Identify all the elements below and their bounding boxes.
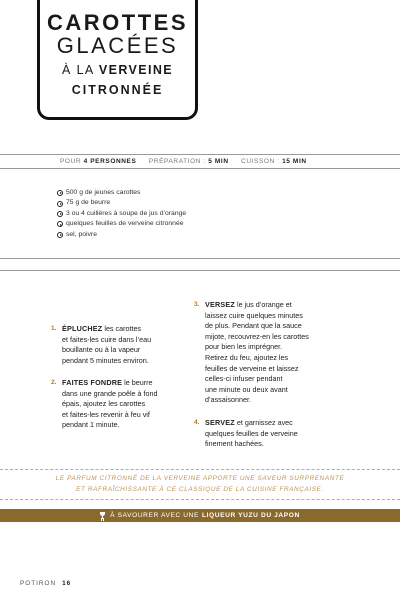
step-1	[51, 324, 152, 366]
step-line	[62, 378, 158, 389]
quote-line-2: ET RAFRAÎCHISSANTE À CE CLASSIQUE DE LA CUISINE FRANÇAISE.	[76, 486, 324, 493]
step-line: Retirez du feu, ajoutez les	[205, 352, 289, 362]
arrow-bullet-icon	[57, 221, 63, 227]
divider-quote-top	[0, 469, 400, 470]
step-line: finement hachées.	[205, 439, 264, 449]
step-text: les carottes	[102, 324, 142, 333]
step-number: 4.	[194, 419, 200, 426]
step-line: feuilles de verveine et laissez	[205, 363, 299, 373]
step-line: pour bien les imprégner.	[205, 342, 283, 352]
step-number: 2.	[51, 379, 57, 386]
page-number: 16	[62, 580, 72, 587]
cook-time	[241, 158, 307, 165]
step-line	[62, 324, 151, 335]
servings-value: 4 PERSONNES	[83, 158, 137, 165]
divider-ingredients-1	[0, 258, 400, 259]
step-text: le jus d’orange et	[234, 300, 292, 309]
title-line-3-prefix: À LA	[61, 63, 94, 77]
recipe-meta	[60, 158, 317, 165]
cook-label: CUISSON :	[241, 158, 280, 165]
step-line: de plus. Pendant que la sauce	[205, 321, 302, 331]
step-line	[205, 300, 309, 311]
wine-glass-icon	[100, 512, 105, 519]
ingredient-text: 500 g de jeunes carottes	[66, 189, 141, 196]
arrow-bullet-icon	[57, 211, 63, 217]
prep-value: 5 MIN	[208, 158, 229, 165]
pairing-band	[0, 509, 400, 522]
step-line: et faites-les cuire dans l’eau	[62, 334, 152, 344]
title-line-1: CAROTTES	[47, 10, 188, 35]
step-4	[194, 418, 298, 450]
arrow-bullet-icon	[57, 201, 63, 207]
quote-line-1: LE PARFUM CITRONNÉ DE LA VERVEINE APPORTE UNE SAVEUR SURPRENANTE	[55, 475, 345, 482]
divider-ingredients-2	[0, 270, 400, 271]
step-verb: VERSEZ	[205, 300, 235, 309]
ingredient-item	[57, 198, 186, 208]
step-verb: SERVEZ	[205, 418, 235, 427]
ingredient-text: 75 g de beurre	[66, 199, 111, 207]
servings	[60, 158, 136, 165]
ingredient-item	[57, 230, 186, 240]
pairing-prefix: À SAVOURER AVEC UNE	[110, 512, 199, 519]
ingredient-item	[57, 188, 186, 198]
title-line-2: GLACÉES	[56, 33, 179, 58]
pull-quote	[0, 473, 400, 495]
page-footer	[20, 580, 71, 587]
step-line: dans une grande poêle à fond	[62, 388, 158, 398]
step-line: quelques feuilles de verveine	[205, 428, 298, 438]
prep-time	[149, 158, 229, 165]
step-text: et garnissez avec	[234, 418, 293, 427]
step-line: bouillante ou à la vapeur	[62, 345, 141, 355]
title-line-4: CITRONNÉE	[71, 83, 164, 97]
step-line: épais, ajoutez les carottes	[62, 399, 146, 409]
step-number: 3.	[194, 301, 200, 308]
step-line	[205, 418, 298, 429]
arrow-bullet-icon	[57, 190, 63, 196]
pairing-drink: LIQUEUR YUZU DU JAPON	[202, 512, 300, 519]
servings-label: POUR	[60, 158, 82, 165]
step-line: celles-ci infuser pendant	[205, 374, 283, 384]
step-line: et faites-les revenir à feu vif	[62, 409, 150, 419]
step-line: pendant 5 minutes environ.	[62, 355, 149, 365]
step-line: laissez cuire quelques minutes	[205, 310, 303, 320]
ingredient-text: sel, poivre	[66, 230, 97, 238]
ingredient-item	[57, 209, 186, 219]
book-title: POTIRON	[20, 580, 57, 587]
step-text: le beurre	[122, 378, 153, 387]
step-verb: ÉPLUCHEZ	[62, 324, 103, 333]
prep-label: PRÉPARATION :	[148, 158, 206, 165]
divider-quote-bottom	[0, 499, 400, 500]
step-line: d’assaisonner.	[205, 395, 251, 405]
arrow-bullet-icon	[57, 232, 63, 238]
step-line: pendant 1 minute.	[62, 420, 120, 430]
ingredient-text: quelques feuilles de verveine citronnée	[66, 220, 184, 228]
title-line-3-bold: VERVEINE	[98, 63, 174, 77]
divider-top	[0, 154, 400, 155]
title-line-3	[40, 63, 195, 77]
cook-value: 15 MIN	[282, 158, 307, 165]
step-line: une minute ou deux avant	[205, 384, 288, 394]
ingredient-text: 3 ou 4 cuillères à soupe de jus d’orange	[66, 209, 187, 217]
step-number: 1.	[51, 325, 57, 332]
ingredient-list	[57, 188, 186, 240]
step-3	[194, 300, 309, 406]
ingredient-item	[57, 219, 186, 229]
step-verb: FAITES FONDRE	[62, 378, 123, 387]
step-2	[51, 378, 158, 431]
step-line: mijote, recouvrez-en les carottes	[205, 331, 309, 341]
divider-meta	[0, 168, 400, 169]
recipe-title-box	[37, 0, 198, 120]
